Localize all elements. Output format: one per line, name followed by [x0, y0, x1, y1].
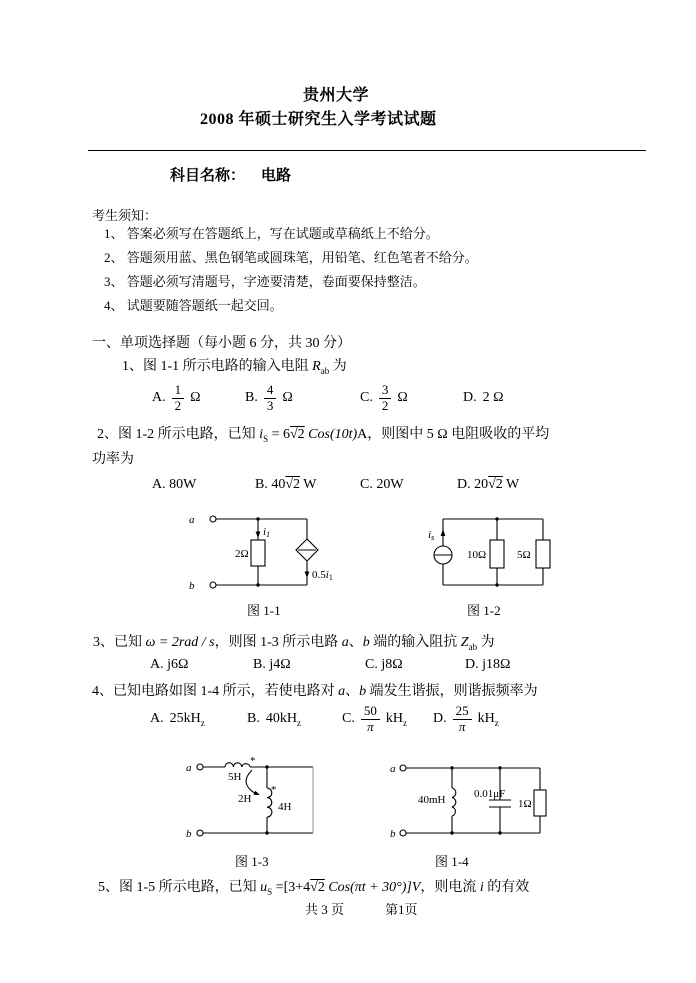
q2-stem: 2、图 1-2 所示电路，已知 $i_S = 6√2$ Cos(10t)A，则图中 5 Ω 电阻吸收的平均: [97, 427, 550, 444]
junction-dot: [450, 766, 453, 769]
notice-header: 考生须知：: [92, 208, 158, 223]
resistor-2ohm: [251, 540, 265, 566]
terminal-a-label: a: [189, 514, 195, 526]
notice-item-1: 1、 答案必须写在答题纸上，写在试题或草稿纸上不给分。: [104, 226, 439, 241]
inductor-5h-icon: [225, 763, 250, 767]
q2-option-d: D. 20√2 W: [457, 477, 520, 492]
q5-stem: 5、图 1-5 所示电路，已知 $u_S =[3+4√2$ Cos(πt + 30°)]V，则电流 i 的有效: [98, 880, 530, 897]
footer-page-number: 第1页: [385, 902, 418, 917]
q3-option-d: D. j18Ω: [465, 657, 511, 672]
inductor-5h-label: 5H: [228, 771, 242, 783]
q2-option-c: C. 20W: [360, 477, 404, 492]
fig-1-3-diagram: [182, 750, 347, 850]
section-1-header: 一、单项选择题（每小题 6 分，共 30 分）: [92, 336, 351, 351]
mutual-2h-label: 2H: [238, 793, 252, 805]
terminal-a: [210, 516, 216, 522]
subject-label: 科目名称：: [170, 168, 246, 184]
terminal-a-label: a: [186, 762, 192, 774]
junction-dot: [498, 831, 501, 834]
notice-item-4: 4、 试题要随答题纸一起交回。: [104, 298, 283, 313]
q1-option-c: C. $\frac{3}{2}$ Ω: [360, 381, 408, 413]
resistor-10ohm-label: 10Ω: [467, 549, 487, 561]
q1-option-d: D. 2 Ω: [463, 389, 504, 405]
junction-dot: [495, 517, 498, 520]
resistor-5ohm-label: 5Ω: [517, 549, 531, 561]
junction-dot: [450, 831, 453, 834]
q3-option-a: A. j6Ω: [150, 657, 189, 672]
fig-1-1-caption: 图 1-1: [247, 603, 281, 618]
q2-stem-line2: 功率为: [92, 452, 134, 467]
resistor-1ohm: [534, 790, 546, 816]
source-is-label: is: [428, 529, 435, 542]
fig-1-2-diagram: [425, 508, 565, 600]
terminal-a: [197, 764, 203, 770]
fig-1-2-caption: 图 1-2: [467, 603, 501, 618]
subject-value: 电路: [261, 168, 292, 184]
terminal-b-label: b: [186, 828, 192, 840]
fig-1-2-wires: [434, 519, 550, 585]
q4-option-d: D. $\frac{25}{\pi}$ $kH_z$: [433, 702, 499, 734]
current-i1-label: i1: [263, 526, 271, 539]
capacitor-label: 0.01μF: [474, 788, 506, 800]
notice-item-3: 3、 答题必须写清题号，字迹要清楚，卷面要保持整洁。: [104, 274, 426, 289]
resistor-5ohm: [536, 540, 550, 568]
mutual-coupling-arrow: [246, 770, 254, 793]
q2-option-a: A. 80W: [152, 477, 197, 492]
resistor-value-label: 2Ω: [235, 548, 249, 560]
junction-dot: [498, 766, 501, 769]
header-divider: [88, 150, 646, 151]
terminal-b: [400, 830, 406, 836]
university-title: 贵州大学: [303, 87, 370, 104]
q1-option-b: B. $\frac{4}{3}$ Ω: [245, 381, 293, 413]
q2-option-b: B. 40√2 W: [255, 477, 317, 492]
subject-line: [170, 167, 291, 185]
junction-dot: [265, 765, 268, 768]
fig-1-1-diagram: [185, 508, 345, 600]
dot-marking-1: *: [250, 755, 256, 767]
exam-title: 2008 年硕士研究生入学考试试题: [200, 111, 437, 128]
terminal-a: [400, 765, 406, 771]
resistor-1ohm-label: 1Ω: [518, 798, 532, 810]
terminal-b-label: b: [189, 580, 195, 592]
inductor-40mh-icon: [452, 788, 456, 816]
q3-stem: 3、已知 ω = 2rad / s，则图 1-3 所示电路 a、b 端的输入阻抗 $Z_{ab}$ 为: [93, 635, 495, 652]
junction-dot: [495, 583, 498, 586]
terminal-b-label: b: [390, 828, 396, 840]
current-arrow-down: [256, 532, 261, 539]
source-arrow-up: [441, 529, 446, 536]
coupling-arrowhead: [254, 791, 260, 795]
q1-option-a: A. $\frac{1}{2}$ Ω: [152, 381, 201, 413]
junction-dot: [256, 583, 259, 586]
terminal-b: [210, 582, 216, 588]
source-arrow-down: [305, 572, 310, 579]
q1-stem: 1、图 1-1 所示电路的输入电阻 $R_{ab}$ 为: [122, 359, 347, 376]
q4-option-b: B. $40kH_z$: [247, 710, 301, 728]
dot-marking-2: *: [271, 784, 277, 796]
fig-1-3-caption: 图 1-3: [235, 854, 269, 869]
junction-dot: [256, 517, 259, 520]
source-value-label: 0.5i1: [312, 569, 333, 582]
q4-stem: 4、已知电路如图 1-4 所示，若使电路对 a、b 端发生谐振，则谐振频率为: [92, 684, 538, 699]
q4-option-c: C. $\frac{50}{\pi}$ $kH_z$: [342, 702, 407, 734]
q3-option-c: C. j8Ω: [365, 657, 403, 672]
fig-1-1-wires: [216, 519, 318, 585]
resistor-10ohm: [490, 540, 504, 568]
notice-item-2: 2、 答题须用蓝、黑色钢笔或圆珠笔，用铅笔、红色笔者不给分。: [104, 250, 478, 265]
inductor-4h-label: 4H: [278, 801, 292, 813]
fig-1-3-wires: [203, 763, 313, 833]
fig-1-4-diagram: [388, 750, 558, 850]
footer-total-pages: 共 3 页: [305, 902, 345, 917]
junction-dot: [265, 831, 268, 834]
inductor-40mh-label: 40mH: [418, 794, 446, 806]
q3-option-b: B. j4Ω: [253, 657, 291, 672]
terminal-b: [197, 830, 203, 836]
q4-option-a: A. $25kH_z$: [150, 710, 205, 728]
terminal-a-label: a: [390, 763, 396, 775]
fig-1-4-caption: 图 1-4: [435, 854, 469, 869]
